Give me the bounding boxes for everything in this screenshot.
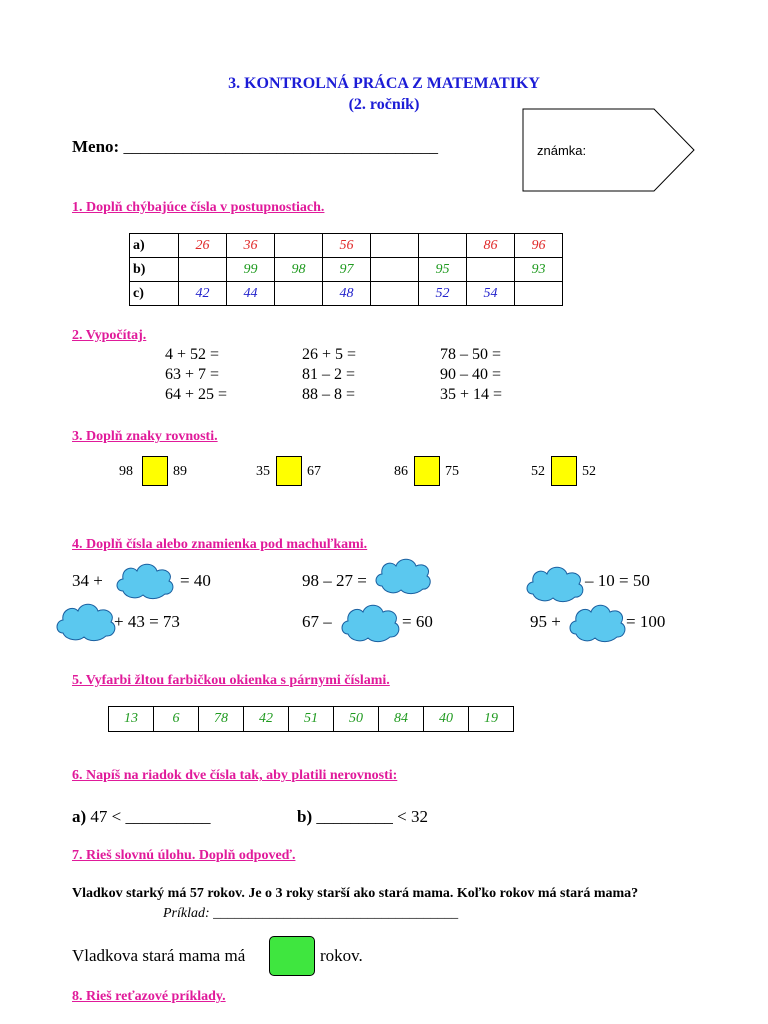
cloud-blank[interactable] (372, 554, 434, 596)
equation: = 60 (402, 612, 433, 631)
sequence-table (129, 233, 563, 306)
table-cell[interactable]: 56 (323, 234, 371, 258)
equation: 88 – 8 = (302, 386, 356, 403)
task7-heading: 7. Rieš slovnú úlohu. Doplň odpoveď. (72, 848, 296, 863)
table-cell[interactable]: 42 (179, 282, 227, 306)
row-label: a) (130, 234, 179, 258)
inequality-b-text: _________ < 32 (312, 807, 428, 826)
number-cell[interactable]: 42 (244, 707, 289, 732)
task3-heading: 3. Doplň znaky rovnosti. (72, 429, 218, 444)
number-cell[interactable]: 40 (424, 707, 469, 732)
inequality-a-text: 47 < __________ (86, 807, 211, 826)
name-row (72, 137, 438, 157)
inequality-b[interactable] (297, 807, 428, 827)
cloud-blank[interactable] (566, 600, 628, 644)
example-row (163, 906, 458, 922)
table-cell[interactable] (275, 282, 323, 306)
compare-box[interactable] (551, 456, 577, 486)
page-subtitle: (2. ročník) (348, 96, 420, 113)
compare-right: 75 (445, 464, 459, 479)
table-row (130, 234, 563, 258)
table-cell[interactable]: 26 (179, 234, 227, 258)
grade-label: známka: (537, 143, 587, 158)
equation: – 10 = 50 (585, 571, 650, 590)
number-cell[interactable]: 6 (154, 707, 199, 732)
table-row (130, 282, 563, 306)
compare-right: 67 (307, 464, 321, 479)
compare-left: 35 (256, 464, 270, 479)
word-problem: Vladkov starký má 57 rokov. Je o 3 roky starší ako stará mama. Koľko rokov má stará mama? (72, 886, 639, 901)
equation: 63 + 7 = (165, 366, 220, 383)
task6-heading: 6. Napíš na riadok dve čísla tak, aby platili nerovnosti: (72, 768, 398, 783)
table-cell[interactable]: 44 (227, 282, 275, 306)
equation: 78 – 50 = (440, 346, 502, 363)
number-cell[interactable]: 13 (109, 707, 154, 732)
number-cell[interactable]: 19 (469, 707, 514, 732)
equation: = 100 (626, 612, 666, 631)
table-cell[interactable]: 52 (419, 282, 467, 306)
equation: 35 + 14 = (440, 386, 503, 403)
number-cell[interactable]: 50 (334, 707, 379, 732)
table-cell[interactable]: 96 (515, 234, 563, 258)
equation-column (165, 345, 227, 405)
answer-prefix: Vladkova stará mama má (72, 946, 246, 965)
compare-right: 52 (582, 464, 596, 479)
table-cell[interactable]: 48 (323, 282, 371, 306)
compare-box[interactable] (276, 456, 302, 486)
example-line[interactable]: ___________________________________ (213, 906, 459, 921)
task8-heading: 8. Rieš reťazové príklady. (72, 989, 226, 1004)
table-cell[interactable]: 97 (323, 258, 371, 282)
table-cell[interactable] (371, 258, 419, 282)
compare-box[interactable] (414, 456, 440, 486)
number-cell[interactable]: 51 (289, 707, 334, 732)
inequality-a[interactable] (72, 807, 211, 827)
task2-heading: 2. Vypočítaj. (72, 328, 147, 343)
table-cell[interactable] (179, 258, 227, 282)
equation-column (440, 345, 502, 405)
table-cell[interactable] (371, 234, 419, 258)
task1-heading: 1. Doplň chýbajúce čísla v postupnostiach. (72, 200, 325, 215)
inequality-a-label: a) (72, 807, 87, 826)
compare-left: 86 (394, 464, 408, 479)
table-cell[interactable]: 95 (419, 258, 467, 282)
compare-box[interactable] (142, 456, 168, 486)
table-cell[interactable] (467, 258, 515, 282)
task5-heading: 5. Vyfarbi žltou farbičkou okienka s párnymi číslami. (72, 673, 390, 688)
table-cell[interactable]: 86 (467, 234, 515, 258)
answer-suffix: rokov. (320, 946, 363, 965)
cloud-blank[interactable] (113, 559, 177, 601)
equation: = 40 (180, 571, 211, 590)
name-label: Meno: (72, 137, 120, 156)
compare-left: 52 (531, 464, 545, 479)
name-line[interactable]: _____________________________________ (123, 137, 438, 156)
row-label: b) (130, 258, 179, 282)
equation: 90 – 40 = (440, 366, 502, 383)
page-title: 3. KONTROLNÁ PRÁCA Z MATEMATIKY (228, 75, 540, 92)
answer-box[interactable] (269, 936, 315, 976)
table-cell[interactable]: 54 (467, 282, 515, 306)
cloud-blank[interactable] (523, 562, 587, 604)
table-cell[interactable] (371, 282, 419, 306)
equation: 34 + (72, 571, 103, 590)
equation: 26 + 5 = (302, 346, 357, 363)
equation: 4 + 52 = (165, 346, 220, 363)
cloud-blank[interactable] (53, 599, 119, 643)
row-label: c) (130, 282, 179, 306)
cloud-blank[interactable] (338, 600, 402, 644)
equation: 95 + (530, 612, 561, 631)
table-cell[interactable]: 99 (227, 258, 275, 282)
task4-heading: 4. Doplň čísla alebo znamienka pod machuľkami. (72, 537, 368, 552)
equation: 98 – 27 = (302, 571, 367, 590)
table-row (130, 258, 563, 282)
example-label: Príklad: (163, 906, 210, 921)
compare-left: 98 (119, 464, 133, 479)
equation: 67 – (302, 612, 332, 631)
number-cell[interactable]: 84 (379, 707, 424, 732)
table-row (109, 707, 514, 732)
table-cell[interactable]: 36 (227, 234, 275, 258)
equation: + 43 = 73 (114, 612, 180, 631)
number-cell[interactable]: 78 (199, 707, 244, 732)
table-cell[interactable]: 98 (275, 258, 323, 282)
table-cell[interactable]: 93 (515, 258, 563, 282)
table-cell[interactable] (419, 234, 467, 258)
inequality-b-label: b) (297, 807, 313, 826)
equation-column (302, 345, 356, 405)
number-row (108, 706, 514, 732)
equation: 64 + 25 = (165, 386, 228, 403)
equation: 81 – 2 = (302, 366, 356, 383)
compare-right: 89 (173, 464, 187, 479)
table-cell[interactable] (275, 234, 323, 258)
table-cell[interactable] (515, 282, 563, 306)
